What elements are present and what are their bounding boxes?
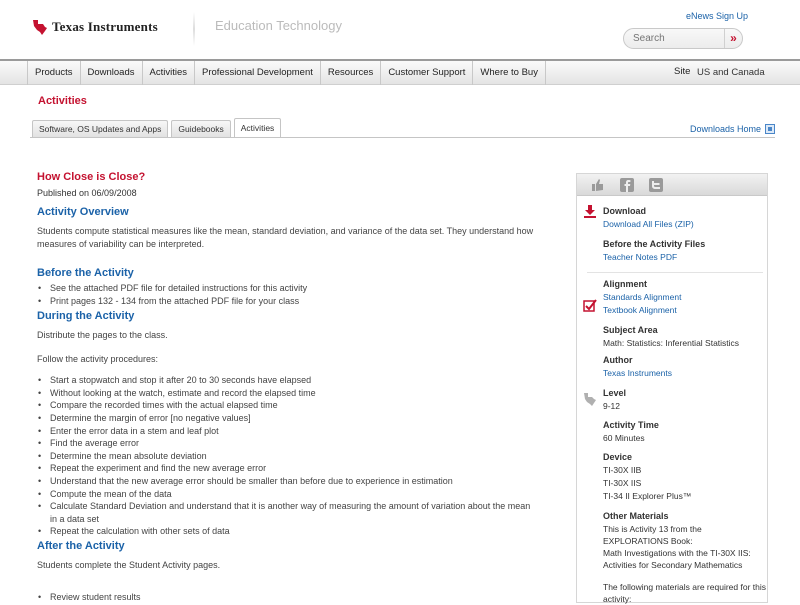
search-submit-button[interactable]: » <box>724 29 742 48</box>
after-activity-list <box>37 591 537 604</box>
required-materials-line: activity: <box>603 594 632 604</box>
activity-content <box>37 171 537 604</box>
list-item: • Compare the recorded times with the actual elapsed time <box>37 399 537 412</box>
tab-activities[interactable]: Activities <box>234 118 282 137</box>
subject-area-heading: Subject Area <box>603 325 658 335</box>
tab-bar <box>32 120 284 137</box>
device-item: TI-30X IIB <box>603 465 642 475</box>
activity-time-heading: Activity Time <box>603 420 659 430</box>
required-materials-line: The following materials are required for this <box>603 582 766 592</box>
list-item: • Compute the mean of the data <box>37 488 537 501</box>
list-item: • Without looking at the watch, estimate and record the elapsed time <box>37 387 537 400</box>
thumbs-up-icon[interactable] <box>591 178 605 192</box>
other-materials-line: This is Activity 13 from the <box>603 524 702 534</box>
header-tagline: Education Technology <box>215 18 342 33</box>
site-label: Site <box>674 66 691 77</box>
search-input[interactable] <box>624 29 726 48</box>
nav-item-where-to-buy[interactable]: Where to Buy <box>473 61 546 85</box>
list-item: • Determine the mean absolute deviation <box>37 450 537 463</box>
before-activity-files-heading: Before the Activity Files <box>603 239 706 249</box>
checkbox-check-icon <box>583 299 597 313</box>
texas-state-logo-icon <box>32 18 48 36</box>
device-heading: Device <box>603 452 633 462</box>
activity-title: How Close is Close? <box>37 171 146 183</box>
author-link[interactable]: Texas Instruments <box>603 368 672 378</box>
list-item: • Calculate Standard Deviation and understand that it is another way of measuring the amount of variation about the mean in a data set <box>37 500 537 525</box>
published-date: Published on 06/09/2008 <box>37 188 137 198</box>
level-value: 9-12 <box>603 401 621 411</box>
tab-guidebooks[interactable]: Guidebooks <box>171 120 230 137</box>
device-item: TI-30X IIS <box>603 478 642 488</box>
during-activity-heading: During the Activity <box>37 310 135 323</box>
other-materials-heading: Other Materials <box>603 511 669 521</box>
share-bar <box>577 174 767 196</box>
activity-time-value: 60 Minutes <box>603 433 645 443</box>
activity-overview-text: Students compute statistical measures like the mean, standard deviation, and variance of the data set. They understand how measures of variability can be interpreted. <box>37 226 534 249</box>
textbook-alignment-link[interactable]: Textbook Alignment <box>603 305 677 315</box>
main-nav <box>0 59 800 85</box>
after-activity-heading: After the Activity <box>37 539 125 552</box>
list-item: • Repeat the experiment and find the new average error <box>37 462 537 475</box>
during-intro-text: Distribute the pages to the class. <box>37 330 168 341</box>
device-item: TI-34 II Explorer Plus™ <box>603 491 692 501</box>
list-item: • Start a stopwatch and stop it after 20 to 30 seconds have elapsed <box>37 374 537 387</box>
nav-item-professional-development[interactable]: Professional Development <box>195 61 321 85</box>
activity-sidebar <box>576 173 768 603</box>
list-item: • Review student results <box>37 591 537 604</box>
list-item: • Repeat the calculation with other sets of data <box>37 525 537 538</box>
header-divider <box>193 12 195 46</box>
ti-logo[interactable] <box>32 18 158 36</box>
subject-area-value: Math: Statistics: Inferential Statistics <box>603 338 740 348</box>
download-all-files-link[interactable]: Download All Files (ZIP) <box>603 219 694 229</box>
downloads-home-label: Downloads Home <box>690 124 762 134</box>
standards-alignment-link[interactable]: Standards Alignment <box>603 292 682 302</box>
downloads-home-link[interactable] <box>690 124 775 134</box>
tab-software-os-updates[interactable]: Software, OS Updates and Apps <box>32 120 168 137</box>
nav-item-customer-support[interactable]: Customer Support <box>381 61 473 85</box>
nav-item-activities[interactable]: Activities <box>143 61 195 85</box>
site-header <box>0 0 800 58</box>
tab-divider <box>30 137 775 138</box>
activity-overview-heading: Activity Overview <box>37 206 129 218</box>
download-heading: Download <box>603 206 646 216</box>
other-materials-line: Activities for Secondary Mathematics <box>603 560 743 570</box>
home-icon <box>765 124 775 134</box>
list-item: • Understand that the new average error should be smaller than before due to experience in estimation <box>37 475 537 488</box>
sidebar-body <box>577 196 767 605</box>
other-materials-line: Math Investigations with the TI-30X IIS: <box>603 548 751 558</box>
during-activity-list <box>37 374 537 538</box>
other-materials-line: EXPLORATIONS Book: <box>603 536 693 546</box>
before-activity-heading: Before the Activity <box>37 267 134 279</box>
download-icon <box>583 205 597 219</box>
nav-item-resources[interactable]: Resources <box>321 61 381 85</box>
list-item: • See the attached PDF file for detailed instructions for this activity <box>37 282 537 295</box>
list-item: • Determine the margin of error [no negative values] <box>37 412 537 425</box>
list-item: • Enter the error data in a stem and leaf plot <box>37 425 537 438</box>
alignment-heading: Alignment <box>603 279 647 289</box>
nav-item-downloads[interactable]: Downloads <box>81 61 143 85</box>
enews-signup-link[interactable]: eNews Sign Up <box>686 11 749 21</box>
search-box <box>623 28 743 49</box>
twitter-icon[interactable] <box>649 178 663 192</box>
before-activity-list <box>37 282 537 307</box>
nav-item-products[interactable]: Products <box>27 61 81 85</box>
texas-state-icon <box>583 392 597 406</box>
after-activity-text: Students complete the Student Activity pages. <box>37 559 221 570</box>
facebook-icon[interactable] <box>620 178 634 192</box>
sidebar-divider <box>587 272 763 273</box>
site-selector[interactable]: US and Canada <box>697 67 765 78</box>
list-item: • Find the average error <box>37 437 537 450</box>
author-heading: Author <box>603 355 633 365</box>
list-item: • Print pages 132 - 134 from the attached PDF file for your class <box>37 295 537 308</box>
teacher-notes-pdf-link[interactable]: Teacher Notes PDF <box>603 252 678 262</box>
brand-name: Texas Instruments <box>52 19 158 34</box>
page-title: Activities <box>38 95 87 107</box>
level-heading: Level <box>603 388 627 398</box>
during-follow-text: Follow the activity procedures: <box>37 354 159 365</box>
